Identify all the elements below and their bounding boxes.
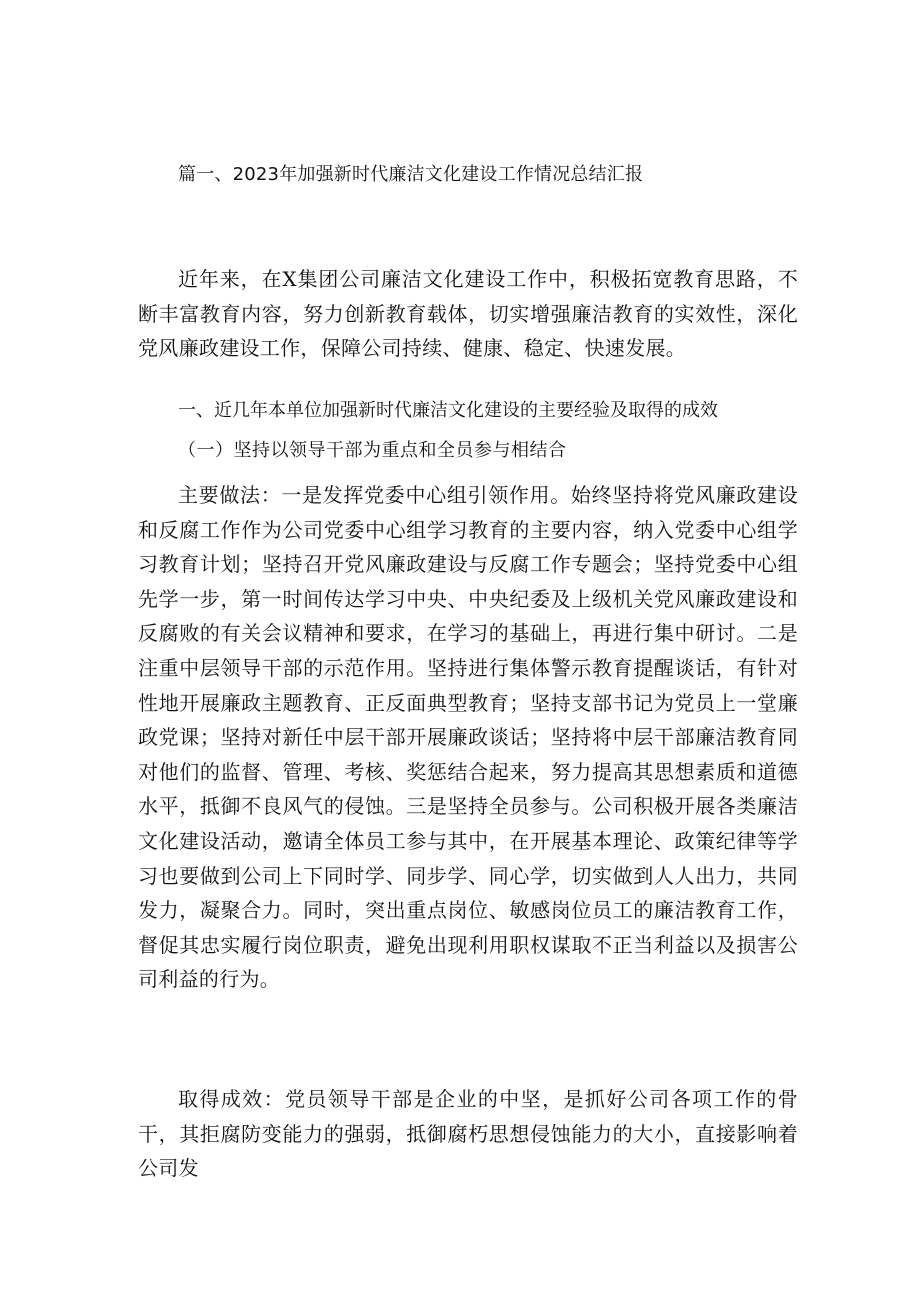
document-title: 篇一、2023年加强新时代廉洁文化建设工作情况总结汇报 <box>178 164 644 185</box>
intro-paragraph: 近年来，在X集团公司廉洁文化建设工作中，积极拓宽教育思路，不断丰富教育内容，努力创新教育载体，切实增强廉洁教育的实效性，深化党风廉政建设工作，保障公司持续、健康、稳定、快速发展。 <box>138 267 798 361</box>
subsection-heading: （一）坚持以领导干部为重点和全员参与相结合 <box>178 440 567 461</box>
practice-paragraph: 主要做法：一是发挥党委中心组引领作用。始终坚持将党风廉政建设和反腐工作作为公司党委中心组学习教育的主要内容，纳入党委中心组学习教育计划；坚持召开党风廉政建设与反腐工作专题会；坚持党委中心组先学一步，第一时间传达学习中央、中央纪委及上级机关党风廉政建设和反腐败的有关会议精神和要求，在学习的基础上，再进行集中研讨。二是注重中层领导干部的示范作用。坚持进行集体警示教育提醒谈话，有针对性地开展廉政主题教育、正反面典型教育；坚持支部书记为党员上一堂廉政党课；坚持对新任中层干部开展廉政谈话；坚持将中层干部廉洁教育同对他们的监督、管理、考核、奖惩结合起来，努力提高其思想素质和道德水平，抵御不良风气的侵蚀。三是坚持全员参与。公司积极开展各类廉洁文化建设活动，邀请全体员工参与其中，在开展基本理论、政策纪律等学习也要做到公司上下同时学、同步学、同心学，切实做到人人出力，共同发力，凝聚合力。同时，突出重点岗位、敏感岗位员工的廉洁教育工作，督促其忠实履行岗位职责，避免出现利用职权谋取不正当利益以及损害公司利益的行为。 <box>138 483 798 992</box>
section-heading: 一、近几年本单位加强新时代廉洁文化建设的主要经验及取得的成效 <box>178 400 718 421</box>
results-paragraph: 取得成效：党员领导干部是企业的中坚，是抓好公司各项工作的骨干，其拒腐防变能力的强弱，抵御腐朽思想侵蚀能力的大小，直接影响着公司发 <box>138 1087 798 1181</box>
